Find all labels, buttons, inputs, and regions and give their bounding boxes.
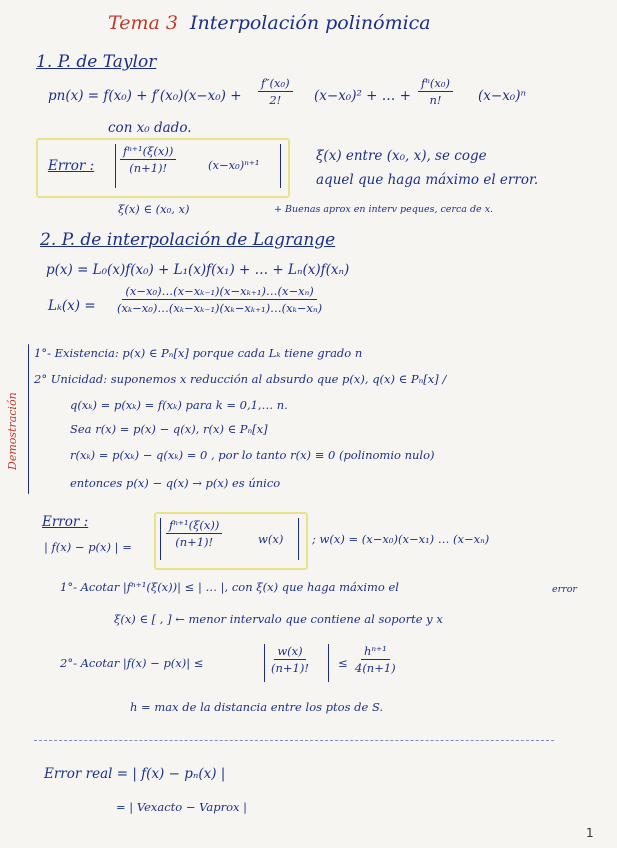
lagrange-error-fraction xyxy=(166,518,222,549)
real-error-line-2: = | Vexacto − Vaprox | xyxy=(116,800,248,814)
acotar-step-2-fraction xyxy=(268,644,312,675)
taylor-error-rest: (x−x₀)ⁿ⁺¹ xyxy=(208,158,260,172)
xi-note-2: aquel que haga máximo el error. xyxy=(316,172,539,188)
lagrange-lk-num: (x−x₀)…(x−xₖ₋₁)(x−xₖ₊₁)…(x−xₙ) xyxy=(122,284,316,300)
lagrange-error-den: (n+1)! xyxy=(175,535,214,549)
xi-interval-note: ξ(x) ∈ [ , ] ← menor intervalo que contiene al soporte y x xyxy=(114,612,443,626)
lagrange-lk-den: (xₖ−x₀)…(xₖ−xₖ₋₁)(xₖ−xₖ₊₁)…(xₖ−xₙ) xyxy=(117,301,323,315)
taylor-term2-fraction xyxy=(258,76,293,107)
acotar-step-2-den: (n+1)! xyxy=(271,661,309,675)
demo-line-3: q(xₖ) = p(xₖ) = f(xₖ) para k = 0,1,… n. xyxy=(70,398,288,412)
taylor-termn-den: n! xyxy=(429,93,442,107)
demo-side-label: Demostración xyxy=(6,392,19,470)
acotar-step-2-lhs: 2°- Acotar |f(x) − p(x)| ≤ xyxy=(60,656,204,670)
abs-bar-left xyxy=(115,144,116,188)
demo-line-1: 1°- Existencia: p(x) ∈ Pₙ[x] porque cada Lₖ tiene grado n xyxy=(34,346,363,360)
taylor-term2-num: f″(x₀) xyxy=(258,76,293,92)
acotar-step-2-num: w(x) xyxy=(274,644,305,660)
page-number: 1 xyxy=(586,826,594,840)
section-divider xyxy=(34,740,554,741)
demo-line-4: Sea r(x) = p(x) − q(x), r(x) ∈ Pₙ[x] xyxy=(70,422,268,436)
xi-interval: ξ(x) ∈ (x₀, x) xyxy=(118,202,190,216)
abs-bar-right xyxy=(280,144,281,188)
h-definition: h = max de la distancia entre los ptos de S. xyxy=(130,700,384,714)
lagrange-error-label: Error : xyxy=(42,514,89,530)
lagrange-error-w: w(x) xyxy=(258,532,284,546)
taylor-error-den: (n+1)! xyxy=(129,161,168,175)
taylor-error-num: fⁿ⁺¹(ξ(x)) xyxy=(120,144,176,160)
w-definition: ; w(x) = (x−x₀)(x−x₁) … (x−xₙ) xyxy=(312,532,490,546)
tema-label: Tema 3 xyxy=(108,12,178,34)
h-bound-fraction xyxy=(352,644,399,675)
lagrange-lk-lhs: Lₖ(x) = xyxy=(48,298,96,314)
acotar-step-1-error: error xyxy=(552,584,577,595)
taylor-term2-den: 2! xyxy=(269,93,282,107)
real-error-line-1: Error real = | f(x) − pₙ(x) | xyxy=(44,766,226,782)
acotar-step-2-le: ≤ xyxy=(338,656,348,670)
abs-bar-left-2 xyxy=(160,518,161,560)
abs-bar-left-3 xyxy=(264,644,265,682)
lagrange-lk-fraction xyxy=(114,284,325,315)
taylor-con-x0: con x₀ dado. xyxy=(108,120,192,136)
demo-line-2: 2° Unicidad: suponemos x reducción al absurdo que p(x), q(x) ∈ Pₙ[x] / xyxy=(34,372,447,386)
h-bound-num: hⁿ⁺¹ xyxy=(361,644,390,660)
abs-bar-right-2 xyxy=(298,518,299,560)
lagrange-error-num: fⁿ⁺¹(ξ(x)) xyxy=(166,518,222,534)
taylor-termn-fraction xyxy=(418,76,453,107)
abs-bar-right-3 xyxy=(328,644,329,682)
taylor-termn-num: fⁿ(x₀) xyxy=(418,76,453,92)
h-bound-den: 4(n+1) xyxy=(355,661,396,675)
taylor-heading: 1. P. de Taylor xyxy=(36,52,157,72)
taylor-termn-rest: (x−x₀)ⁿ xyxy=(478,88,526,104)
demo-line-5: r(xₖ) = p(xₖ) − q(xₖ) = 0 , por lo tanto r(x) ≡ 0 (polinomio nulo) xyxy=(70,448,435,462)
taylor-term2-rest: (x−x₀)² + … + xyxy=(314,88,411,104)
xi-note-1: ξ(x) entre (x₀, x), se coge xyxy=(316,148,487,164)
taylor-formula-lhs: pn(x) = f(x₀) + f′(x₀)(x−x₀) + xyxy=(48,88,242,104)
lagrange-heading: 2. P. de interpolación de Lagrange xyxy=(40,230,336,250)
demo-line-6: entonces p(x) − q(x) → p(x) es único xyxy=(70,476,281,490)
lagrange-error-lhs: | f(x) − p(x) | = xyxy=(44,540,132,554)
good-approx-note: + Buenas aprox en interv peques, cerca de x. xyxy=(274,204,494,215)
page-title: Interpolación polinómica xyxy=(190,12,431,34)
taylor-error-label: Error : xyxy=(48,158,95,174)
lagrange-px: p(x) = L₀(x)f(x₀) + L₁(x)f(x₁) + … + Lₙ(x)f(xₙ) xyxy=(46,262,350,278)
taylor-error-fraction xyxy=(120,144,176,175)
acotar-step-1: 1°- Acotar |fⁿ⁺¹(ξ(x))| ≤ | … |, con ξ(x) que haga máximo el xyxy=(60,580,399,594)
demo-brace xyxy=(28,344,29,494)
